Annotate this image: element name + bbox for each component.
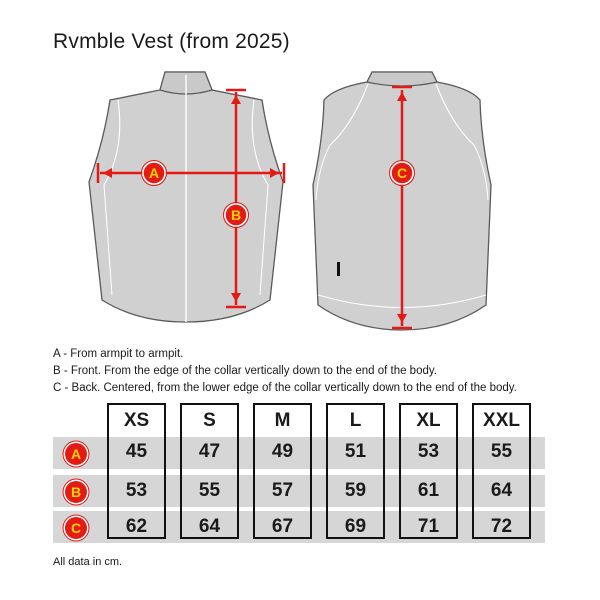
table-cell: 55: [198, 480, 221, 501]
row-label-c: C: [65, 517, 87, 539]
table-cell: 53: [125, 480, 148, 501]
table-cell: 53: [417, 441, 440, 462]
size-header: XXL: [483, 410, 520, 431]
svg-text:C: C: [396, 165, 408, 181]
table-cell: 69: [344, 516, 367, 537]
note-b: B - Front. From the edge of the collar vertically down to the end of the body.: [53, 365, 437, 377]
table-cell: 62: [125, 516, 148, 537]
table-cell: 61: [417, 480, 440, 501]
note-c: C - Back. Centered, from the lower edge of the collar vertically down to the end of the body.: [53, 382, 517, 394]
size-header: L: [349, 410, 362, 431]
note-a: A - From armpit to armpit.: [53, 348, 184, 360]
size-header: M: [274, 410, 291, 431]
table-cell: 45: [125, 441, 148, 462]
table-cell: 51: [344, 441, 367, 462]
table-cell: 71: [417, 516, 440, 537]
table-cell: 55: [490, 441, 513, 462]
size-header: XS: [123, 410, 150, 431]
table-cell: 47: [198, 441, 221, 462]
table-cell: 57: [271, 480, 294, 501]
page-title: Rvmble Vest (from 2025): [53, 30, 290, 53]
table-cell: 64: [198, 516, 221, 537]
svg-text:A: A: [148, 165, 160, 181]
units-footnote: All data in cm.: [53, 556, 123, 568]
row-label-a: A: [65, 443, 87, 465]
svg-text:B: B: [230, 207, 242, 223]
table-cell: 64: [490, 480, 513, 501]
size-header: XL: [416, 410, 441, 431]
size-header: S: [203, 410, 216, 431]
table-cell: 59: [344, 480, 367, 501]
table-cell: 67: [271, 516, 294, 537]
table-cell: 49: [271, 441, 294, 462]
row-label-b: B: [65, 481, 87, 503]
table-cell: 72: [490, 516, 513, 537]
